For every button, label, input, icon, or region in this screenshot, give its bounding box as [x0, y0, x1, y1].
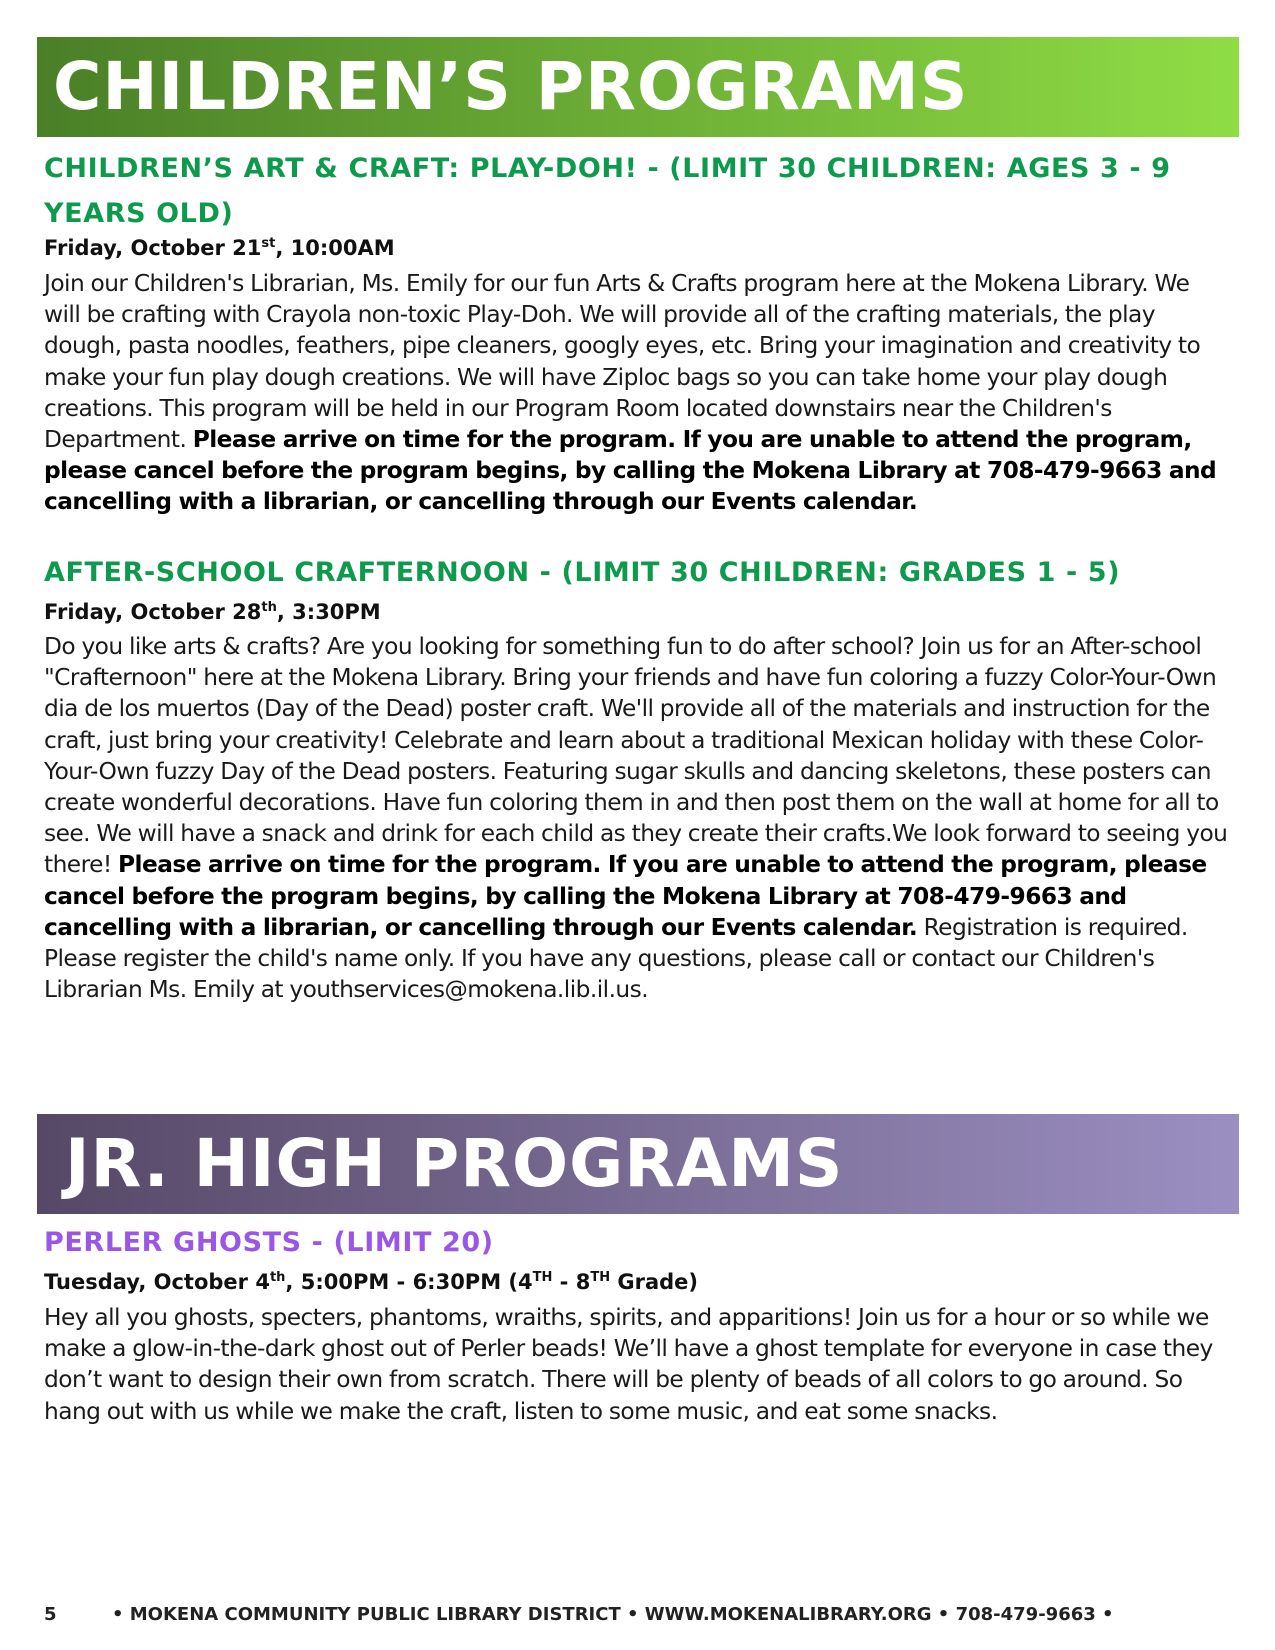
childrens-programs-banner: CHILDREN’S PROGRAMS [37, 37, 1239, 137]
page-footer [44, 1604, 1234, 1625]
program-description-perler-ghosts: Hey all you ghosts, specters, phantoms, wraiths, spirits, and apparitions! Join us for a hour or so while we make a glow-in-the-dark ghost out of Perler beads! We’ll have a ghost template for everyone in case they don’t want to design their own from scratch. There will be plenty of beads of all colors to go around. So hang out with us while we make the craft, listen to some music, and eat some snacks. [44, 1304, 1213, 1425]
date-text: Tuesday, October 4 [44, 1270, 270, 1294]
grade-ordinal-end: TH [590, 1270, 611, 1285]
time-text: , 3:30PM [276, 600, 381, 624]
footer-contact-text: • MOKENA COMMUNITY PUBLIC LIBRARY DISTRICT • WWW.MOKENALIBRARY.ORG • 708-479-9663 • [112, 1604, 1114, 1625]
attendance-notice: Please arrive on time for the program. If you are unable to attend the program, please cancel before the program begins, by calling the Mokena Library at 708-479-9663 and cancelling with a librarian, or cancelling through our Events calendar. [44, 851, 1207, 941]
time-text: , 5:00PM - 6:30PM (4 [285, 1270, 533, 1294]
date-text: Friday, October 28 [44, 600, 262, 624]
grade-range-text: - 8 [552, 1270, 591, 1294]
date-ordinal: th [269, 1270, 286, 1285]
attendance-notice: Please arrive on time for the program. If you are unable to attend the program, please cancel before the program begins, by calling the Mokena Library at 708-479-9663 and cancelling with a librarian, or cancelling through our Events calendar. [44, 426, 1217, 516]
program-title-crafternoon: AFTER-SCHOOL CRAFTERNOON - (LIMIT 30 CHILDREN: GRADES 1 - 5) [44, 557, 1121, 588]
grade-ordinal-start: TH [532, 1270, 553, 1285]
grade-label: Grade) [610, 1270, 699, 1294]
date-ordinal: th [261, 600, 277, 615]
page-number: 5 [44, 1604, 57, 1625]
description-text: Join our Children's Librarian, Ms. Emily for our fun Arts & Crafts program here at the Mokena Library. We will be crafting with Crayola non-toxic Play-Doh. We will provide all of the crafting materials, the play dough, pasta noodles, feathers, pipe cleaners, googly eyes, etc. Bring your imagination and creativity to make your fun play dough creations. We will have Ziploc bags so you can take home your play dough creations. This program will be held in our Program Room located downstairs near the Children's Department. [44, 270, 1201, 454]
time-text: , 10:00AM [275, 236, 395, 260]
registration-text: Registration is required. Please register the child's name only. If you have any questions, please call or contact our Children's Librarian Ms. Emily at youthservices@mokena.lib.il.us. [44, 913, 1188, 1004]
program-description-art-craft [44, 268, 1229, 518]
program-title-perler-ghosts: PERLER GHOSTS - (LIMIT 20) [44, 1227, 494, 1258]
program-date-art-craft [44, 236, 1224, 260]
program-date-perler-ghosts [44, 1270, 1224, 1294]
description-text: Do you like arts & crafts? Are you looking for something fun to do after school? Join us for an After-school "Crafternoon" here at the Mokena Library. Bring your friends and have fun coloring a fuzzy Color-Your-Own dia de los muertos (Day of the Dead) poster craft. We'll provide all of the materials and instruction for the craft, just bring your creativity! Celebrate and learn about a traditional Mexican holiday with these Color-Your-Own fuzzy Day of the Dead posters. Featuring sugar skulls and dancing skeletons, these posters can create wonderful decorations. Have fun coloring them in and then post them on the wall at home for all to see. We will have a snack and drink for each child as they create their crafts.We look forward to seeing you there! [44, 633, 1228, 879]
date-ordinal: st [261, 236, 276, 251]
program-description-crafternoon [44, 631, 1229, 1005]
program-date-crafternoon [44, 600, 1224, 624]
date-text: Friday, October 21 [44, 236, 262, 260]
program-title-art-craft: CHILDREN’S ART & CRAFT: PLAY-DOH! - (LIMIT 30 CHILDREN: AGES 3 - 9 YEARS OLD) [44, 153, 1171, 229]
jr-high-programs-banner: JR. HIGH PROGRAMS [37, 1114, 1239, 1214]
